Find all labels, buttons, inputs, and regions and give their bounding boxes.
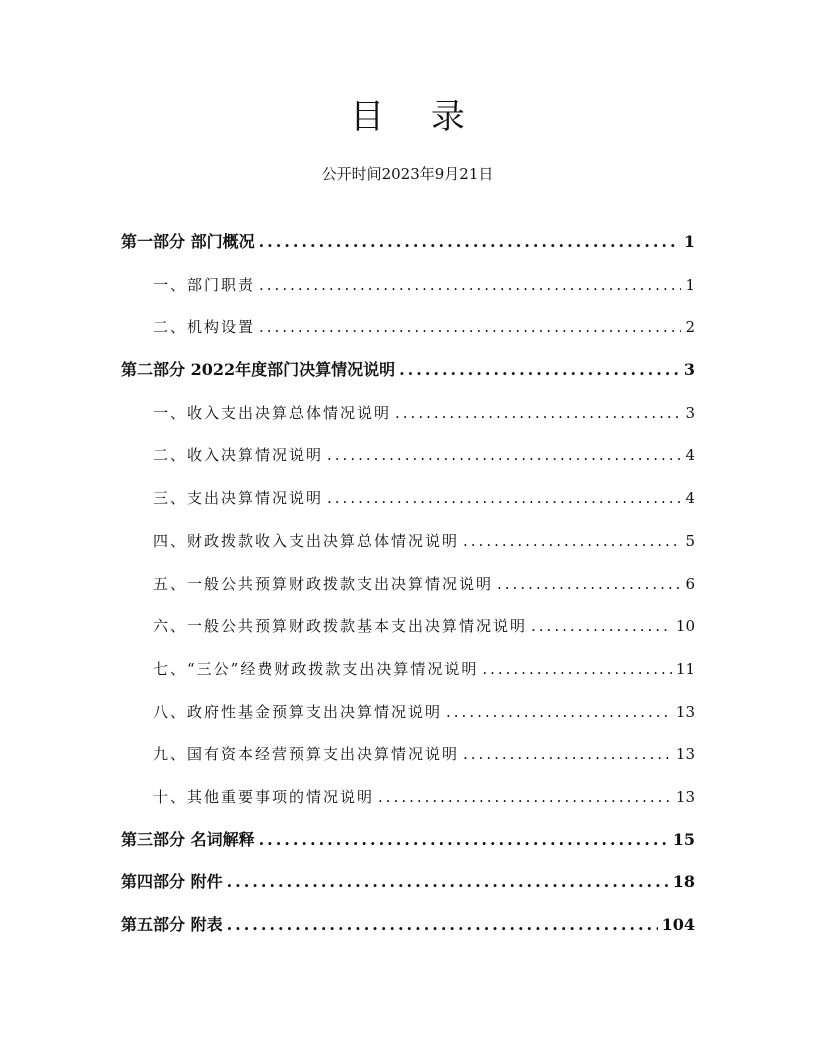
toc-leader-dots [259, 224, 680, 260]
toc-entry-label: 一、部门职责 [153, 275, 256, 294]
toc-entry-page: 4 [685, 489, 695, 508]
toc-entry[interactable] [121, 651, 695, 694]
toc-leader-dots [259, 822, 669, 858]
toc-entry-page: 5 [685, 531, 695, 550]
toc-entry[interactable] [121, 267, 695, 310]
toc-entry-page: 2 [685, 318, 695, 337]
toc-entry[interactable] [121, 395, 695, 438]
toc-leader-dots [531, 608, 672, 644]
toc-leader-dots [259, 267, 681, 303]
toc-entry-page: 13 [675, 787, 695, 806]
toc-entry-page: 18 [672, 872, 695, 892]
toc-entry-label: 十、其他重要事项的情况说明 [153, 787, 375, 806]
toc-entry[interactable] [121, 352, 695, 395]
toc-leader-dots [259, 309, 681, 345]
toc-entry-label: 二、机构设置 [153, 318, 256, 337]
toc-entry-page: 1 [685, 275, 695, 294]
toc-leader-dots [446, 694, 672, 730]
toc-leader-dots [327, 437, 681, 473]
toc-entry[interactable] [121, 224, 695, 267]
toc-entry[interactable] [121, 907, 695, 950]
toc-entry[interactable] [121, 736, 695, 779]
toc-leader-dots [497, 566, 681, 602]
toc-entry-label: 四、财政拨款收入支出决算总体情况说明 [153, 531, 460, 550]
toc-entry-label: 第二部分 2022年度部门决算情况说明 [121, 360, 396, 380]
toc-entry-label: 第一部分 部门概况 [121, 232, 255, 251]
toc-entry-page: 10 [675, 617, 695, 636]
toc-entry[interactable] [121, 523, 695, 566]
toc-entry-page: 104 [661, 915, 695, 934]
toc-leader-dots [463, 523, 681, 559]
publish-time: 公开时间2023年9月21日 [321, 165, 494, 183]
toc-entry-label: 二、收入决算情况说明 [153, 446, 324, 465]
toc-entry-label: 六、一般公共预算财政拨款基本支出决算情况说明 [153, 617, 528, 636]
toc-entry-label: 九、国有资本经营预算支出决算情况说明 [153, 745, 460, 764]
toc-entry-label: 一、收入支出决算总体情况说明 [153, 403, 392, 422]
toc-leader-dots [327, 480, 681, 516]
toc-entry-label: 第三部分 名词解释 [121, 829, 255, 849]
toc-entry[interactable] [121, 694, 695, 737]
toc-leader-dots [395, 395, 681, 431]
toc-entry-label: 八、政府性基金预算支出决算情况说明 [153, 702, 443, 721]
toc-entry[interactable] [121, 480, 695, 523]
table-of-contents [121, 224, 695, 950]
toc-entry-page: 3 [683, 360, 695, 380]
page-title: 目 录 [350, 97, 483, 137]
toc-entry[interactable] [121, 608, 695, 651]
toc-entry-label: 第四部分 附件 [121, 872, 223, 892]
toc-entry-label: 七、“三公”经费财政拨款支出决算情况说明 [153, 659, 479, 678]
toc-entry-page: 15 [672, 829, 695, 849]
toc-leader-dots [482, 651, 672, 687]
toc-entry[interactable] [121, 779, 695, 822]
toc-leader-dots [463, 736, 672, 772]
toc-entry-page: 13 [675, 702, 695, 721]
toc-entry[interactable] [121, 437, 695, 480]
toc-entry[interactable] [121, 864, 695, 907]
toc-entry-page: 1 [683, 232, 695, 251]
toc-entry[interactable] [121, 822, 695, 865]
toc-entry-label: 第五部分 附表 [121, 915, 223, 934]
toc-leader-dots [399, 352, 680, 388]
toc-leader-dots [378, 779, 672, 815]
toc-entry-page: 4 [685, 446, 695, 465]
toc-entry-page: 11 [675, 659, 695, 678]
toc-entry-page: 3 [685, 403, 695, 422]
toc-leader-dots [227, 907, 658, 943]
toc-entry-page: 13 [675, 745, 695, 764]
toc-entry-label: 三、支出决算情况说明 [153, 489, 324, 508]
toc-entry-page: 6 [685, 574, 695, 593]
toc-entry-label: 五、一般公共预算财政拨款支出决算情况说明 [153, 574, 494, 593]
toc-entry[interactable] [121, 309, 695, 352]
toc-leader-dots [227, 864, 669, 900]
toc-entry[interactable] [121, 566, 695, 609]
